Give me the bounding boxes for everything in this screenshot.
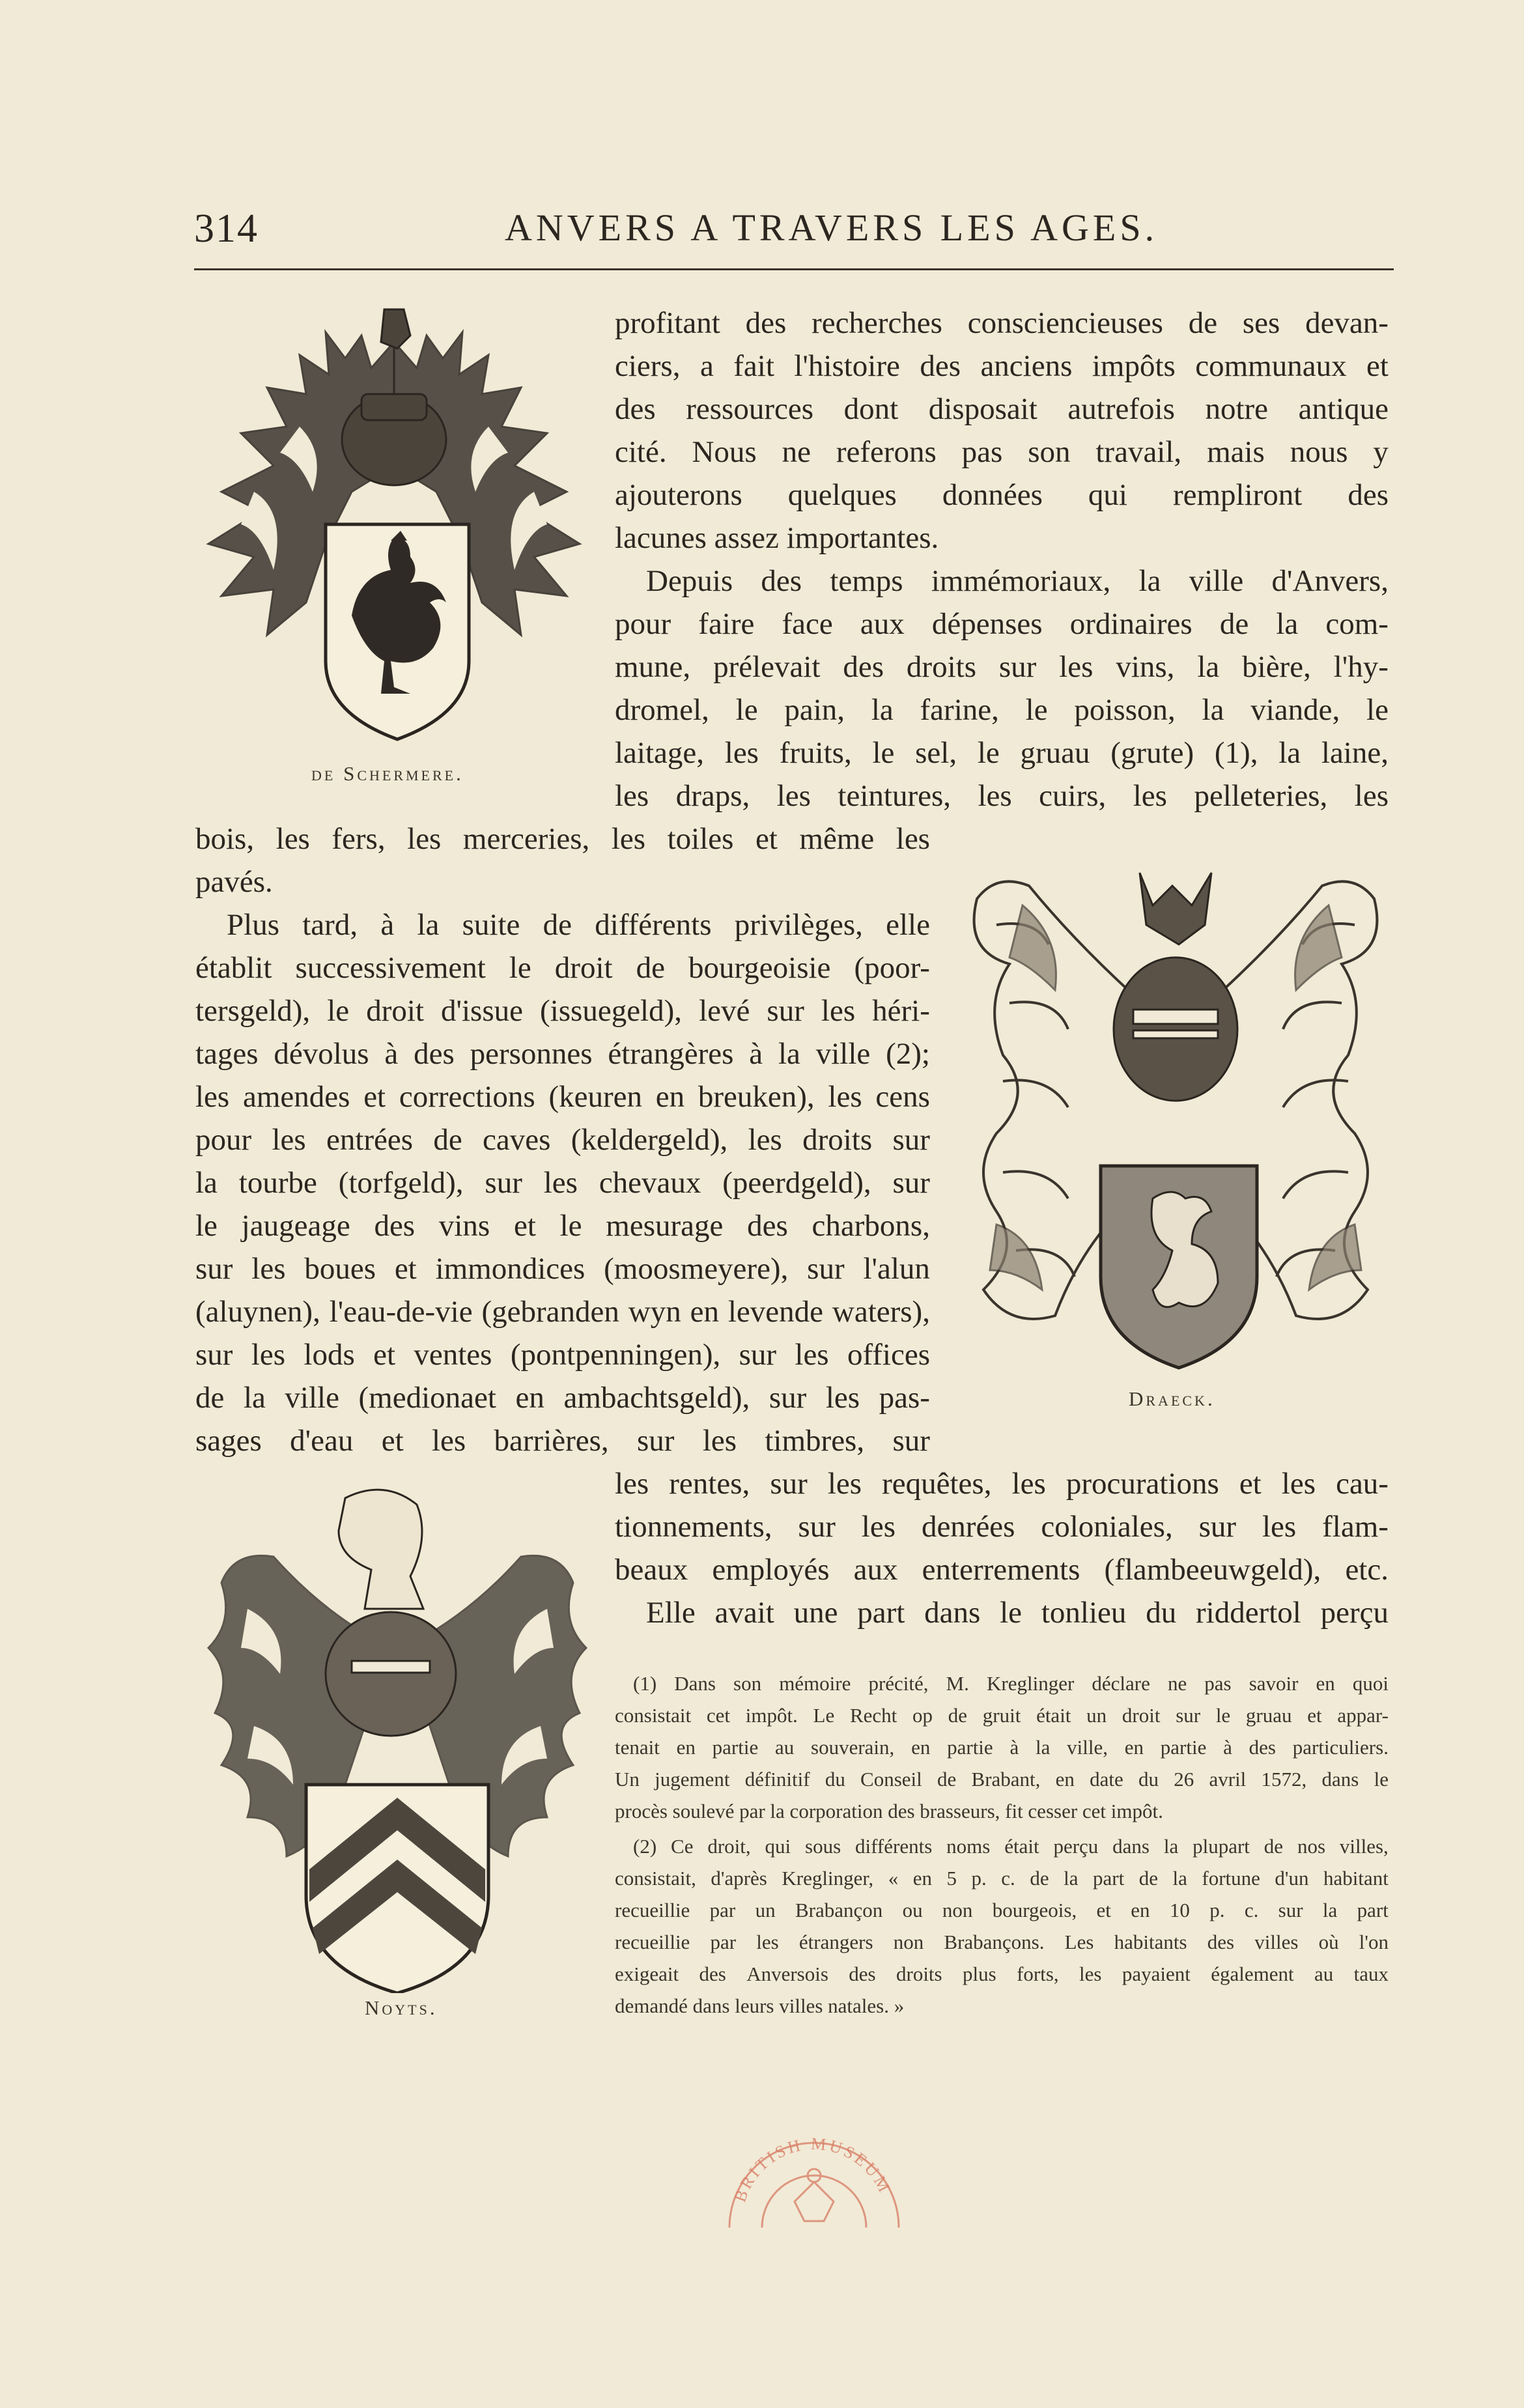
body-line: tages dévolus à des personnes étrangères à la ville (2);	[195, 1037, 930, 1071]
body-line: bois, les fers, les merceries, les toiles et même les	[195, 822, 930, 856]
header-rule	[194, 268, 1394, 270]
body-line: sages d'eau et les barrières, sur les timbres, sur	[195, 1424, 930, 1458]
footnote-line: procès soulevé par la corporation des brasseurs, fit cesser cet impôt.	[615, 1800, 1163, 1822]
body-line: cité. Nous ne referons pas son travail, mais nous y	[615, 435, 1389, 469]
coat-of-arms-draeck	[957, 860, 1394, 1374]
body-line: les amendes et corrections (keuren en breuken), les cens	[195, 1080, 930, 1114]
caption-de-schermere: de Schermere.	[311, 762, 464, 785]
coat-of-arms-noyts	[195, 1479, 599, 1993]
coat-of-arms-de-schermere	[195, 296, 593, 746]
museum-stamp	[716, 2123, 912, 2254]
body-line: Plus tard, à la suite de différents privilèges, elle	[227, 908, 930, 942]
body-line: dromel, le pain, la farine, le poisson, la viande, le	[615, 693, 1389, 727]
body-line: laitage, les fruits, le sel, le gruau (grute) (1), la laine,	[615, 736, 1389, 770]
body-line: beaux employés aux enterrements (flambeeuwgeld), etc.	[615, 1553, 1389, 1587]
body-line: profitant des recherches consciencieuses de ses devan-	[615, 306, 1389, 340]
footnote-line: Un jugement définitif du Conseil de Brabant, en date du 26 avril 1572, dans le	[615, 1768, 1389, 1791]
body-line: la tourbe (torfgeld), sur les chevaux (peerdgeld), sur	[195, 1166, 930, 1200]
body-line: les rentes, sur les requêtes, les procurations et les cau-	[615, 1467, 1389, 1501]
body-line: tersgeld), le droit d'issue (issuegeld), levé sur les héri-	[195, 994, 930, 1028]
body-line: mune, prélevait des droits sur les vins, la bière, l'hy-	[615, 650, 1389, 684]
body-line: sur les boues et immondices (moosmeyere), sur l'alun	[195, 1252, 930, 1286]
body-line: le jaugeage des vins et le mesurage des charbons,	[195, 1209, 930, 1243]
page-number: 314	[194, 206, 259, 251]
stamp-text: BRITISH MUSEUM	[730, 2134, 895, 2205]
footnote-line: recueillie par les étrangers non Brabançons. Les habitants des villes où l'on	[615, 1931, 1389, 1953]
body-line: sur les lods et ventes (pontpenningen), sur les offices	[195, 1338, 930, 1372]
body-line: des ressources dont disposait autrefois notre antique	[615, 392, 1389, 426]
caption-draeck: Draeck.	[1129, 1387, 1215, 1410]
body-line: Depuis des temps immémoriaux, la ville d'Anvers,	[646, 564, 1389, 598]
body-line: tionnements, sur les denrées coloniales, sur les flam-	[615, 1510, 1389, 1544]
footnote-line: (1) Dans son mémoire précité, M. Kreglinger déclare ne pas savoir en quoi	[633, 1672, 1389, 1695]
body-line: pour les entrées de caves (keldergeld), les droits sur	[195, 1123, 930, 1157]
footnote-line: recueillie par un Brabançon ou non bourgeois, et en 10 p. c. sur la part	[615, 1899, 1389, 1921]
body-line: établit successivement le droit de bourgeoisie (poor-	[195, 951, 930, 985]
body-line: les draps, les teintures, les cuirs, les pelleteries, les	[615, 779, 1389, 813]
caption-noyts: Noyts.	[365, 1996, 438, 2019]
footnote-line: tenait en partie au souverain, en partie à la ville, en partie à des particuliers.	[615, 1736, 1389, 1759]
running-head: ANVERS A TRAVERS LES AGES.	[505, 206, 1159, 249]
body-line: (aluynen), l'eau-de-vie (gebranden wyn en levende waters),	[195, 1295, 930, 1329]
body-line: pour faire face aux dépenses ordinaires de la com-	[615, 607, 1389, 641]
body-line: de la ville (medionaet en ambachtsgeld), sur les pas-	[195, 1381, 930, 1415]
footnote-line: (2) Ce droit, qui sous différents noms était perçu dans la plupart de nos villes,	[633, 1835, 1389, 1858]
footnote-line: consistait, d'après Kreglinger, « en 5 p. c. de la part de la fortune d'un habitant	[615, 1867, 1389, 1890]
body-line: Elle avait une part dans le tonlieu du riddertol perçu	[646, 1596, 1389, 1630]
footnote-line: exigeait des Anversois des droits plus forts, les payaient également au taux	[615, 1962, 1389, 1985]
body-line: pavés.	[195, 865, 273, 899]
body-line: lacunes assez importantes.	[615, 521, 939, 555]
body-line: ciers, a fait l'histoire des anciens impôts communaux et	[615, 349, 1389, 383]
footnote-line: demandé dans leurs villes natales. »	[615, 1994, 905, 2017]
body-line: ajouterons quelques données qui rempliront des	[615, 478, 1389, 512]
footnote-line: consistait cet impôt. Le Recht op de gruit était un droit sur le gruau et appar-	[615, 1704, 1389, 1727]
